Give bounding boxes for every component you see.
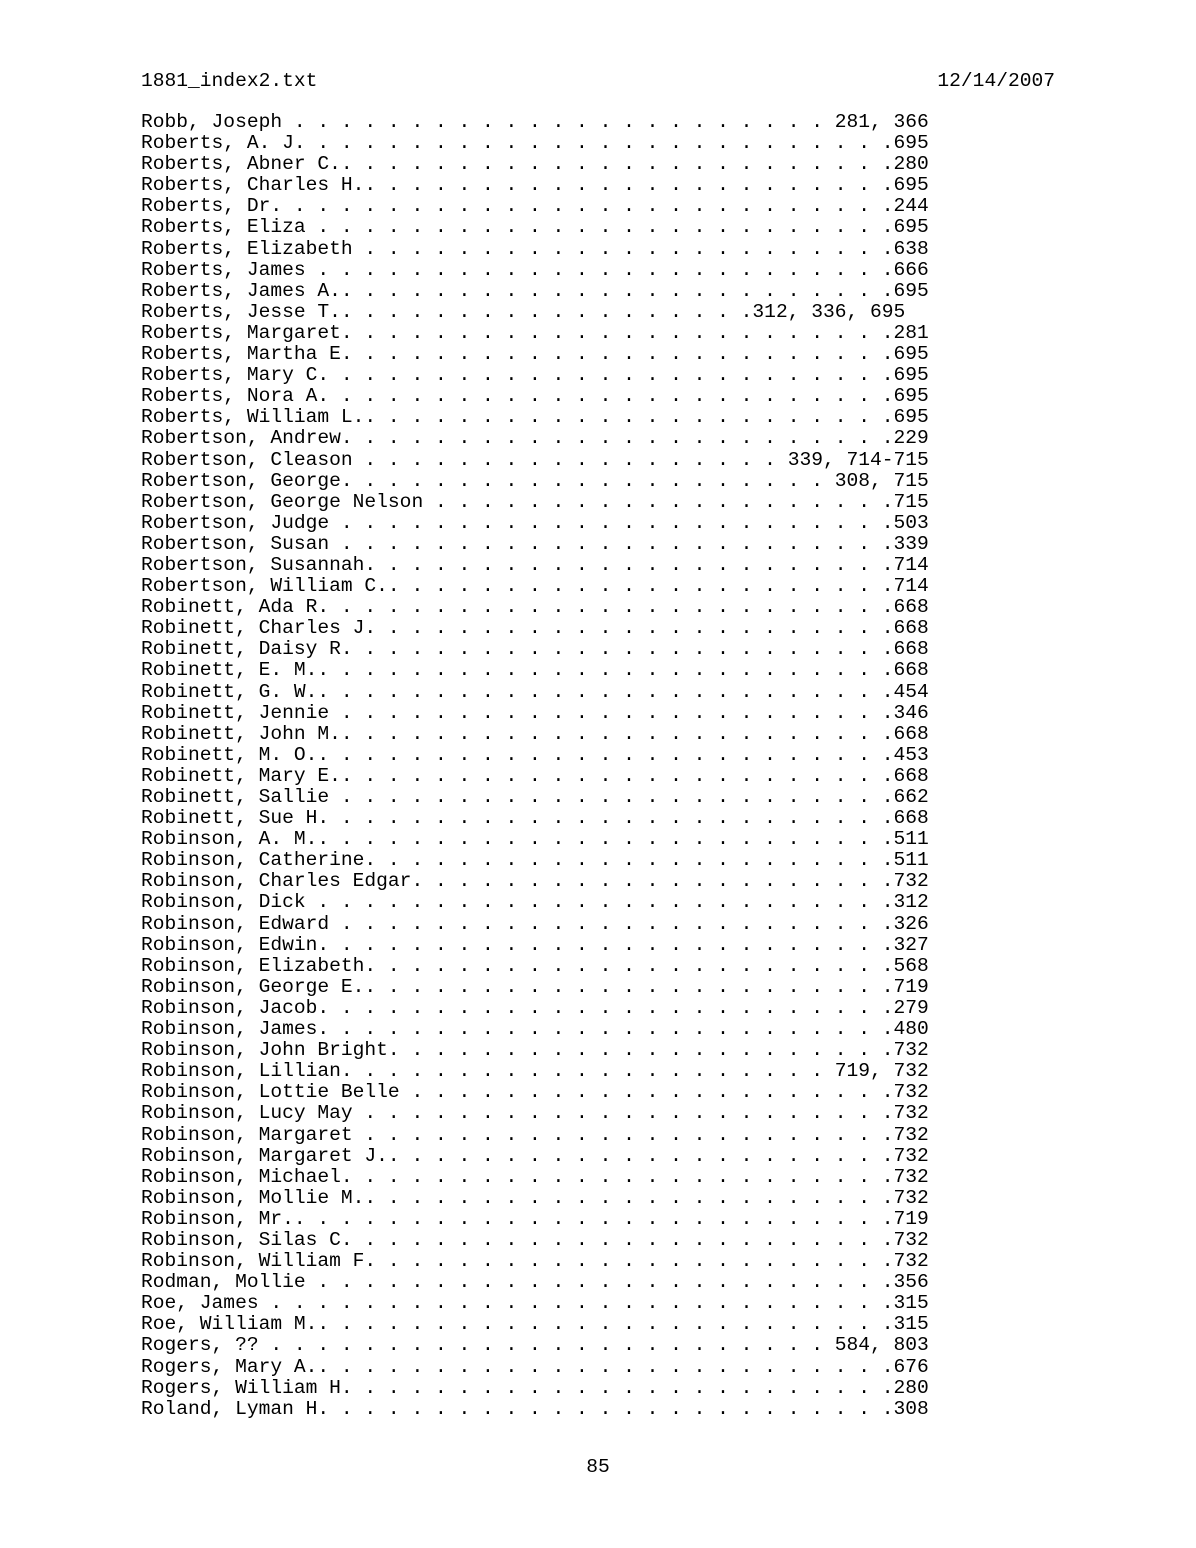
- index-entry: Robinett, Sue H. . . . . . . . . . . . . . . . . . . . . . . . .668: [141, 807, 929, 830]
- index-entry: Robinson, John Bright. . . . . . . . . . . . . . . . . . . . . .732: [141, 1039, 929, 1062]
- index-entry: Robinson, Charles Edgar. . . . . . . . . . . . . . . . . . . . .732: [141, 870, 929, 893]
- index-entry: Robinson, James. . . . . . . . . . . . . . . . . . . . . . . . .480: [141, 1018, 929, 1041]
- index-entry: Robinson, Dick . . . . . . . . . . . . . . . . . . . . . . . . .312: [141, 891, 929, 914]
- index-list: [141, 112, 929, 1420]
- index-entry: Robinson, William F. . . . . . . . . . . . . . . . . . . . . . .732: [141, 1250, 929, 1273]
- header-filename: 1881_index2.txt: [141, 70, 318, 92]
- index-entry: Robertson, Cleason . . . . . . . . . . . . . . . . . . 339, 714-715: [141, 448, 929, 471]
- index-entry: Robinett, Ada R. . . . . . . . . . . . . . . . . . . . . . . . .668: [141, 596, 929, 619]
- index-entry: Robinson, Mr.. . . . . . . . . . . . . . . . . . . . . . . . . .719: [141, 1207, 929, 1230]
- index-entry: Roberts, Dr. . . . . . . . . . . . . . . . . . . . . . . . . . .244: [141, 195, 929, 218]
- index-entry: Robinson, George E.. . . . . . . . . . . . . . . . . . . . . . .719: [141, 975, 929, 998]
- index-entry: Robinson, Michael. . . . . . . . . . . . . . . . . . . . . . . .732: [141, 1165, 929, 1188]
- index-entry: Robertson, Judge . . . . . . . . . . . . . . . . . . . . . . . .503: [141, 511, 929, 534]
- index-entry: Roberts, James . . . . . . . . . . . . . . . . . . . . . . . . .666: [141, 258, 929, 281]
- index-entry: Robinson, Lucy May . . . . . . . . . . . . . . . . . . . . . . .732: [141, 1102, 929, 1125]
- index-entry: Roberts, Martha E. . . . . . . . . . . . . . . . . . . . . . . .695: [141, 343, 929, 366]
- index-entry: Robinson, Lillian. . . . . . . . . . . . . . . . . . . . . 719, 732: [141, 1060, 929, 1083]
- index-entry: Robinett, G. W.. . . . . . . . . . . . . . . . . . . . . . . . .454: [141, 680, 929, 703]
- page-number: 85: [586, 1456, 610, 1478]
- index-entry: Roberts, A. J. . . . . . . . . . . . . . . . . . . . . . . . . .695: [141, 132, 929, 155]
- index-entry: Rogers, William H. . . . . . . . . . . . . . . . . . . . . . . .280: [141, 1376, 929, 1399]
- index-entry: Robinson, Edwin. . . . . . . . . . . . . . . . . . . . . . . . .327: [141, 933, 929, 956]
- index-entry: Roberts, Charles H.. . . . . . . . . . . . . . . . . . . . . . .695: [141, 174, 929, 197]
- index-entry: Robinett, E. M.. . . . . . . . . . . . . . . . . . . . . . . . .668: [141, 659, 929, 682]
- index-entry: Robinson, Jacob. . . . . . . . . . . . . . . . . . . . . . . . .279: [141, 996, 929, 1019]
- index-entry: Robinett, M. O.. . . . . . . . . . . . . . . . . . . . . . . . .453: [141, 743, 929, 766]
- index-entry: Robinson, A. M.. . . . . . . . . . . . . . . . . . . . . . . . .511: [141, 828, 929, 851]
- index-entry: Robinett, John M.. . . . . . . . . . . . . . . . . . . . . . . .668: [141, 722, 929, 745]
- index-entry: Robertson, George Nelson . . . . . . . . . . . . . . . . . . . .715: [141, 490, 929, 513]
- index-entry: Robinson, Edward . . . . . . . . . . . . . . . . . . . . . . . .326: [141, 912, 929, 935]
- index-entry: Roland, Lyman H. . . . . . . . . . . . . . . . . . . . . . . . .308: [141, 1397, 929, 1420]
- index-entry: Robinson, Lottie Belle . . . . . . . . . . . . . . . . . . . . .732: [141, 1081, 929, 1104]
- index-entry: Robinett, Daisy R. . . . . . . . . . . . . . . . . . . . . . . .668: [141, 638, 929, 661]
- index-entry: Robinett, Sallie . . . . . . . . . . . . . . . . . . . . . . . .662: [141, 786, 929, 808]
- index-entry: Rogers, Mary A.. . . . . . . . . . . . . . . . . . . . . . . . .676: [141, 1355, 929, 1378]
- index-entry: Robinett, Charles J. . . . . . . . . . . . . . . . . . . . . . .668: [141, 617, 929, 640]
- index-entry: Robinson, Silas C. . . . . . . . . . . . . . . . . . . . . . . .732: [141, 1228, 929, 1251]
- index-entry: Roberts, Abner C.. . . . . . . . . . . . . . . . . . . . . . . .280: [141, 153, 929, 176]
- header-date: 12/14/2007: [937, 70, 1055, 92]
- index-entry: Roberts, Mary C. . . . . . . . . . . . . . . . . . . . . . . . .695: [141, 364, 929, 387]
- index-entry: Robinson, Margaret J.. . . . . . . . . . . . . . . . . . . . . .732: [141, 1144, 929, 1167]
- index-entry: Robinson, Catherine. . . . . . . . . . . . . . . . . . . . . . .511: [141, 849, 929, 872]
- index-entry: Robinson, Margaret . . . . . . . . . . . . . . . . . . . . . . .732: [141, 1123, 929, 1146]
- index-entry: Rodman, Mollie . . . . . . . . . . . . . . . . . . . . . . . . .356: [141, 1271, 929, 1294]
- index-entry: Roberts, William L.. . . . . . . . . . . . . . . . . . . . . . .695: [141, 406, 929, 429]
- index-entry: Roberts, Nora A. . . . . . . . . . . . . . . . . . . . . . . . .695: [141, 385, 929, 408]
- index-entry: Robertson, Susan . . . . . . . . . . . . . . . . . . . . . . . .339: [141, 532, 929, 555]
- index-entry: Roe, William M.. . . . . . . . . . . . . . . . . . . . . . . . .315: [141, 1313, 929, 1336]
- index-entry: Robertson, Andrew. . . . . . . . . . . . . . . . . . . . . . . .229: [141, 427, 929, 450]
- index-entry: Robertson, Susannah. . . . . . . . . . . . . . . . . . . . . . .714: [141, 553, 929, 576]
- index-entry: Robertson, George. . . . . . . . . . . . . . . . . . . . . 308, 715: [141, 469, 929, 492]
- index-entry: Roberts, Jesse T.. . . . . . . . . . . . . . . . . .312, 336, 695: [141, 300, 906, 323]
- index-entry: Robinson, Elizabeth. . . . . . . . . . . . . . . . . . . . . . .568: [141, 954, 929, 977]
- index-entry: Roberts, Eliza . . . . . . . . . . . . . . . . . . . . . . . . .695: [141, 216, 929, 239]
- index-entry: Robinson, Mollie M.. . . . . . . . . . . . . . . . . . . . . . .732: [141, 1186, 929, 1209]
- index-entry: Roberts, James A.. . . . . . . . . . . . . . . . . . . . . . . .695: [141, 279, 929, 302]
- index-entry: Roe, James . . . . . . . . . . . . . . . . . . . . . . . . . . .315: [141, 1292, 929, 1315]
- index-entry: Roberts, Elizabeth . . . . . . . . . . . . . . . . . . . . . . .638: [141, 237, 929, 260]
- index-entry: Robinett, Mary E.. . . . . . . . . . . . . . . . . . . . . . . .668: [141, 764, 929, 787]
- index-entry: Roberts, Margaret. . . . . . . . . . . . . . . . . . . . . . . .281: [141, 321, 929, 344]
- index-entry: Rogers, ?? . . . . . . . . . . . . . . . . . . . . . . . . 584, 803: [141, 1334, 929, 1357]
- index-entry: Robb, Joseph . . . . . . . . . . . . . . . . . . . . . . . 281, 366: [141, 111, 929, 133]
- index-entry: Robinett, Jennie . . . . . . . . . . . . . . . . . . . . . . . .346: [141, 701, 929, 724]
- index-entry: Robertson, William C.. . . . . . . . . . . . . . . . . . . . . .714: [141, 575, 929, 598]
